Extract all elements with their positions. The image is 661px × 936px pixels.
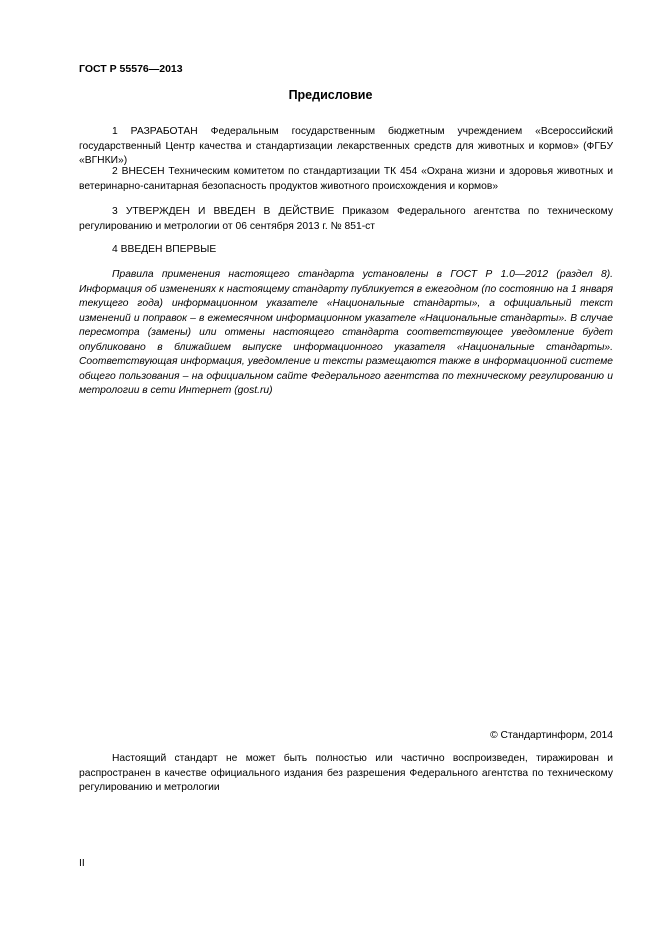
paragraph-introduced-first: 4 ВВЕДЕН ВПЕРВЫЕ [112, 244, 217, 255]
paragraph-developed-by: 1 РАЗРАБОТАН Федеральным государственным бюджетным учреждением «Всероссийский государственный Центр качества и стандартизации лекарственных средств для животных и кормов» (ФГБУ «ВГНКИ») [79, 126, 613, 166]
paragraph-approved: 3 УТВЕРЖДЕН И ВВЕДЕН В ДЕЙСТВИЕ Приказом Федерального агентства по техническому регулированию и метрологии от 06 сентября 2013 г. № 851-ст [79, 206, 613, 232]
page-title: Предисловие [288, 88, 373, 102]
page-number: II [79, 858, 85, 869]
paragraph-application-rules: Правила применения настоящего стандарта установлены в ГОСТ Р 1.0—2012 (раздел 8). Информация об изменениях к настоящему стандарту публикуется в ежегодном (по состоянию на 1 января текущего года) информационном указателе «Национальные стандарты», а официальный текст изменений и поправок – в ежемесячном информационном указателе «Национальные стандарты». В случае пересмотра (замены) или отмены настоящего стандарта соответствующее уведомление будет опубликовано в ближайшем выпуске информационного указателя «Национальные стандарты». Соответствующая информация, уведомление и тексты размещаются также в информационной системе общего пользования – на официальном сайте Федерального агентства по техническому регулированию и метрологии в сети Интернет (gost.ru) [79, 269, 613, 396]
document-header-standard-id: ГОСТ Р 55576—2013 [79, 63, 183, 75]
paragraph-introduced-by: 2 ВНЕСЕН Техническим комитетом по стандартизации ТК 454 «Охрана жизни и здоровья животных и ветеринарно-санитарная безопасность продуктов животного происхождения и кормов» [79, 166, 613, 192]
copyright-line: © Стандартинформ, 2014 [490, 730, 613, 741]
reproduction-notice: Настоящий стандарт не может быть полностью или частично воспроизведен, тиражирован и распространен в качестве официального издания без разрешения Федерального агентства по техническому регулированию и метрологии [79, 753, 613, 793]
